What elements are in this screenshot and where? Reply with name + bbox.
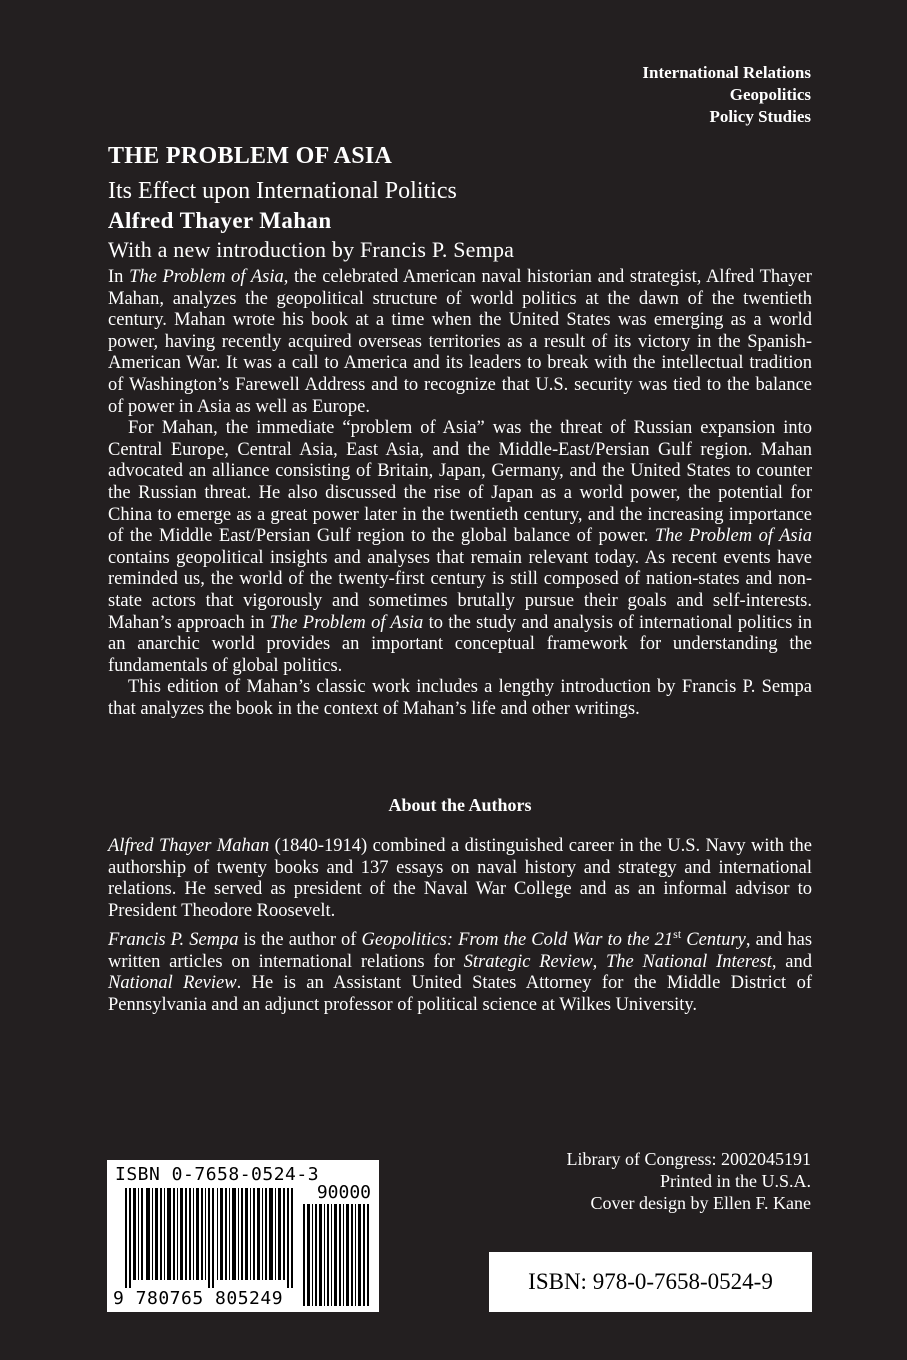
publication-credits (567, 1148, 811, 1214)
author-bio-sempa: Francis P. Sempa is the author of Geopolitics: From the Cold War to the 21st Century, and has written articles on international relations for Strategic Review, The National Interest, and National Review. He is an Assistant United States Attorney for the Middle District of Pennsylvania and an adjunct professor of political science at Wilkes University. (108, 926, 813, 1015)
book-subtitle: Its Effect upon International Politics (108, 178, 457, 204)
description-paragraph: This edition of Mahan’s classic work includes a lengthy introduction by Francis P. Sempa that analyzes the book in the context of Mahan’s life and other writings. (108, 677, 812, 719)
barcode-isbn-label: ISBN 0-7658-0524-3 (115, 1164, 320, 1185)
description-paragraph: For Mahan, the immediate “problem of Asia” was the threat of Russian expansion into Central Europe, Central Asia, East Asia, and the Middle-East/Persian Gulf region. Mahan advocated an alliance consisting of Britain, Japan, Germany, and the United States to counter the Russian threat. He also discussed the rise of Japan as a world power, the potential for China to emerge as a great power later in the twentieth century, and the increasing importance of the Middle East/Persian Gulf region to the global balance of power. The Problem of Asia contains geopolitical insights and analyses that remain relevant today. As recent events have reminded us, the world of the twenty-first century is still composed of nation-states and non-state actors that vigorously and sometimes brutally pursue their goals and self-interests. Mahan’s approach in The Problem of Asia to the study and analysis of international politics in an anarchic world provides an important conceptual framework for understanding the fundamentals of global politics. (108, 418, 812, 676)
book-author: Alfred Thayer Mahan (108, 208, 332, 233)
author-bio-mahan: Alfred Thayer Mahan (1840-1914) combined a distinguished career in the U.S. Navy with the authorship of twenty books and 137 essays on naval history and strategy and international relations. He served as president of the Naval War College and as an informal advisor to President Theodore Roosevelt. (108, 836, 812, 921)
category-label: Policy Studies (709, 107, 811, 126)
category-label: International Relations (642, 63, 811, 82)
description-text (108, 267, 812, 720)
barcode-bars-icon (125, 1188, 295, 1288)
introduction-credit: With a new introduction by Francis P. Sempa (108, 237, 515, 262)
credit-line: Library of Congress: 2002045191 (566, 1149, 811, 1169)
barcode-price-code: 90000 (316, 1182, 371, 1203)
barcode-number: 9 780765 805249 (113, 1288, 284, 1309)
isbn-barcode (107, 1160, 379, 1312)
credit-line: Cover design by Ellen F. Kane (590, 1193, 811, 1213)
credit-line: Printed in the U.S.A. (660, 1171, 811, 1191)
description-paragraph: In The Problem of Asia, the celebrated American naval historian and strategist, Alfred Thayer Mahan, analyzes the geopolitical structure of world politics at the dawn of the twentieth century. Mahan wrote his book at a time when the United States was emerging as a world power, having recently acquired overseas territories as a result of its victory in the Spanish-American War. It was a call to America and its leaders to break with the intellectual tradition of Washington’s Farewell Address and to recognize that U.S. security was tied to the balance of power in Asia as well as Europe. (108, 267, 812, 417)
subject-categories (642, 62, 811, 128)
barcode-addon-bars-icon (303, 1204, 369, 1306)
book-title: THE PROBLEM OF ASIA (108, 143, 393, 169)
isbn-13-box: ISBN: 978-0-7658-0524-9 (489, 1252, 812, 1312)
category-label: Geopolitics (729, 85, 811, 104)
about-authors-heading: About the Authors (388, 795, 532, 815)
